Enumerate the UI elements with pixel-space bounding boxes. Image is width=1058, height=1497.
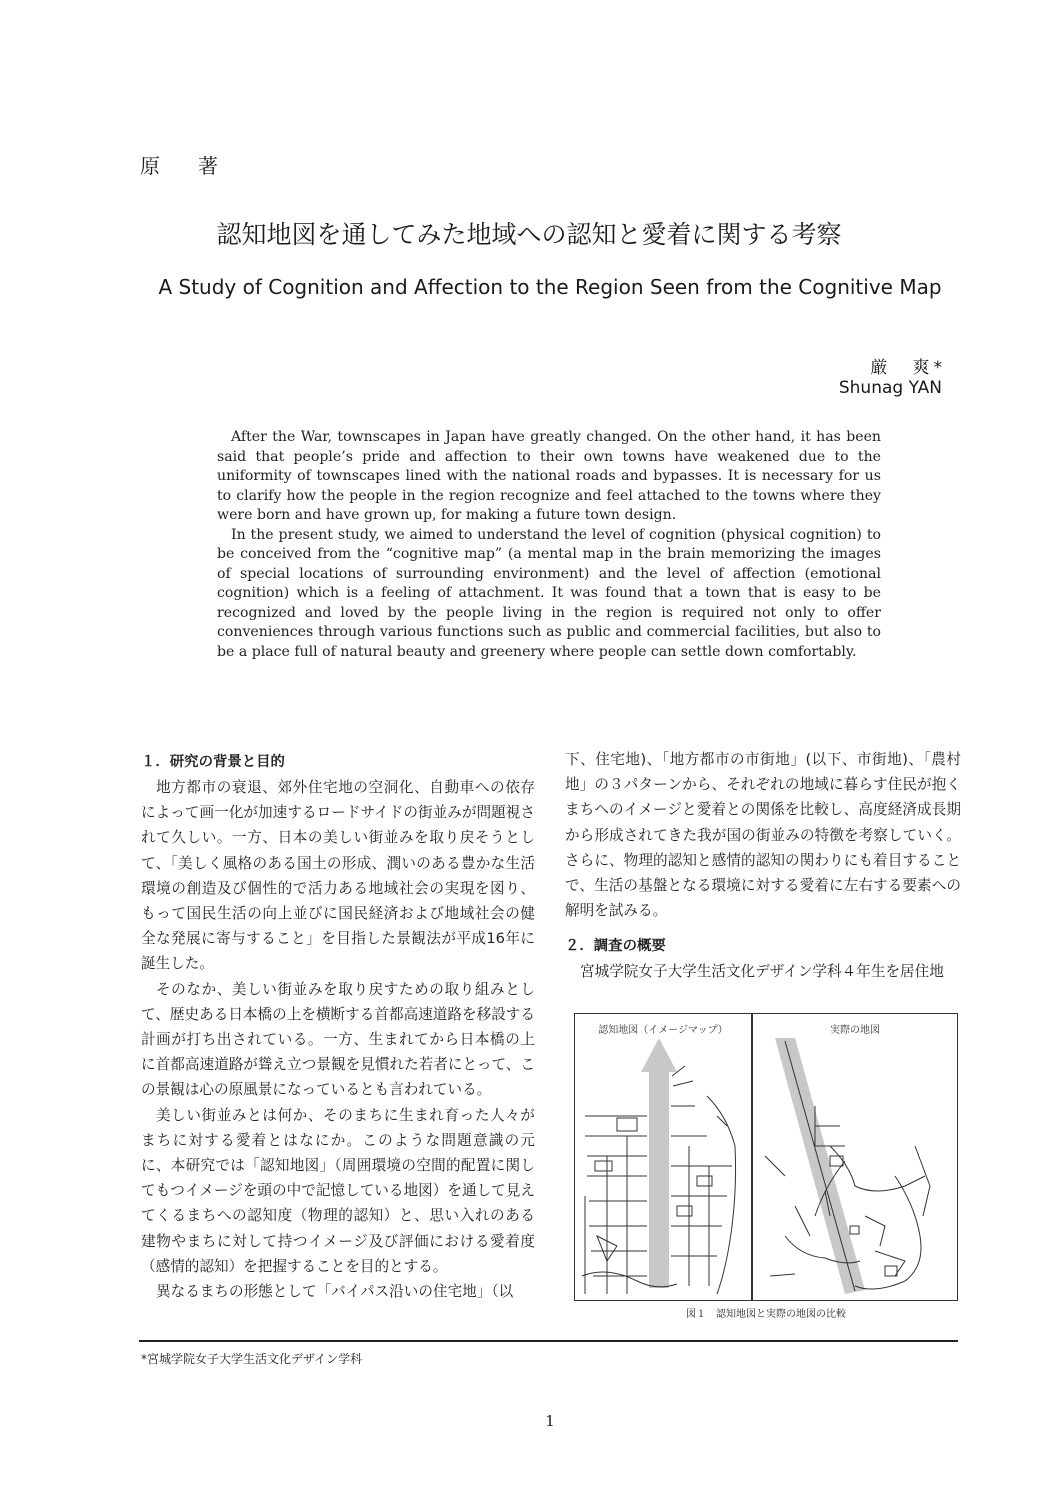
section-1-paragraph-3: 美しい街並みとは何か、そのまちに生まれ育った人々がまちに対する愛着とはなにか。このような問題意識の元に、本研究では「認知地図」（周囲環境の空間的配置に関してもつイメージを頭の中で記憶している地図）を通して見えてくるまちへの認知度（物理的認知）と、思い入れのある建物やまちに対して持つイメージ及び評価における愛着度（感情的認知）を把握することを目的とする。 [141,1106,535,1275]
section-1-paragraph-4-continued: 下、住宅地)、「地方都市の市街地」(以下、市街地)、「農村地」の３パターンから、それぞれの地域に暮らす住民が抱くまちへのイメージと愛着との関係を比較し、高度経済成長期から形成されてきた我が国の街並みの特徴を考察していく。さらに、物理的認知と感情的認知の関わりにも着目することで、生活の基盤となる環境に対する愛着に左右する要素への解明を試みる。 [565,751,961,920]
footnote-divider [139,1340,958,1342]
section-2-heading: ２．調査の概要 [565,938,666,955]
section-1-paragraph-1: 地方都市の衰退、郊外住宅地の空洞化、自動車への依存によって画一化が加速するロードサイドの街並みが問題視されて久しい。一方、日本の美しい街並みを取り戻そうとして、「美しく風格のある国土の形成、潤いのある豊かな生活環境の創造及び個性的で活力ある地域社会の実現を図り、もって国民生活の向上並びに国民経済および地域社会の健全な発展に寄与すること」を目指した景観法が平成16年に誕生した。 [141,779,535,973]
section-2-paragraph-1: 宮城学院女子大学生活文化デザイン学科４年生を居住地 [580,963,944,981]
title-english: A Study of Cognition and Affection to the Region Seen from the Cognitive Map [158,275,942,299]
author-name-japanese: 厳 爽* [870,358,946,378]
figure-divider [751,1014,753,1300]
abstract [217,428,881,662]
page-number: 1 [545,1412,555,1430]
figure-1 [574,1013,958,1301]
right-column [565,747,961,985]
cognitive-map-image [577,1036,749,1298]
abstract-paragraph-2: In the present study, we aimed to understand the level of cognition (physical cognition) to be conceived from the “cognitive map” (a mental map in the brain memorizing the images of special locations of surrounding environment) and the level of affection (emotional cognition) which is a feeling of attachment. It was found that a town that is easy to be recognized and loved by the people living in the region is required not only to offer conveniences through various functions such as public and commercial facilities, but also to be a place full of natural beauty and greenery where people can settle down comfortably. [217,526,881,660]
title-japanese: 認知地図を通してみた地域への認知と愛着に関する考察 [216,220,842,249]
author-affiliation-footnote: *宮城学院女子大学生活文化デザイン学科 [141,1352,363,1366]
section-1-paragraph-2: そのなか、美しい街並みを取り戻すための取り組みとして、歴史ある日本橋の上を横断する首都高速道路を移設する計画が打ち出されている。一方、生まれてから日本橋の上に首都高速道路が聳え立つ景観を見慣れた若者にとって、この景観は心の原風景になっているとも言われている。 [141,980,535,1099]
figure-1-caption: 図１ 認知地図と実際の地図の比較 [686,1309,846,1320]
left-column [141,750,535,1304]
actual-map-label: 実際の地図 [830,1025,880,1036]
abstract-paragraph-1: After the War, townscapes in Japan have greatly changed. On the other hand, it has been said that people’s pride and affection to their own towns have weakened due to the uniformity of townscapes lined with the national roads and bypasses. It is necessary for us to clarify how the people in the region recognize and feel attached to the towns where they were born and have grown up, for making a future town design. [217,429,881,523]
section-1-heading: １．研究の背景と目的 [141,754,285,770]
section-1-paragraph-4: 異なるまちの形態として「バイパス沿いの住宅地」（以 [156,1283,514,1301]
actual-map-image [755,1036,957,1298]
article-type-label: 原著 [140,154,256,178]
cognitive-map-label: 認知地図（イメージマップ） [598,1025,728,1036]
author-name-english: Shunag YAN [838,378,942,398]
